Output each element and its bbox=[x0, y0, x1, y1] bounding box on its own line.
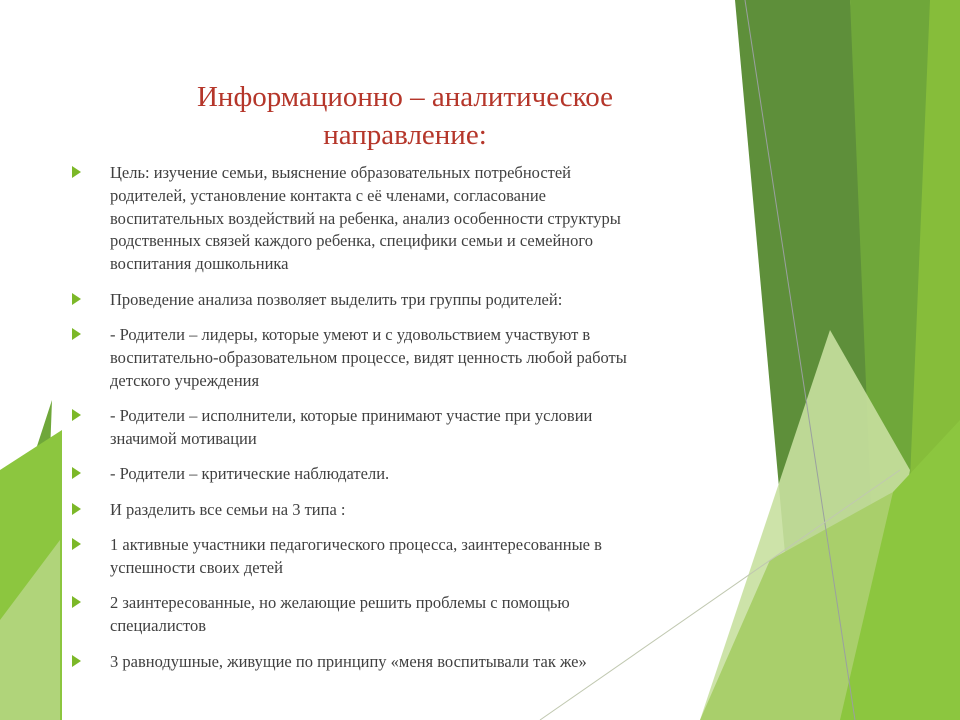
bullet-line: воспитательных воздействий на ребенка, анализ особенности структуры bbox=[110, 208, 621, 228]
slide-title-line-1: Информационно – аналитическое bbox=[196, 81, 613, 113]
bullet-text bbox=[110, 499, 702, 522]
triangle-right-icon bbox=[72, 409, 81, 421]
slide-title-line-2: направление: bbox=[323, 119, 487, 151]
triangle-right-icon bbox=[72, 166, 81, 178]
bullet-line: воспитательно-образовательном процессе, видят ценность любой работы bbox=[110, 347, 627, 367]
triangle-right-icon bbox=[72, 328, 81, 340]
bullet-line: успешности своих детей bbox=[110, 557, 283, 577]
triangle-right-icon bbox=[72, 293, 81, 305]
bullet-line: родителей, установление контакта с её членами, согласование bbox=[110, 185, 546, 205]
bullet-text bbox=[110, 592, 702, 638]
bullet-line: - Родители – лидеры, которые умеют и с удовольствием участвуют в bbox=[110, 325, 591, 344]
bullet-line: 3 равнодушные, живущие по принципу «меня воспитывали так же» bbox=[110, 652, 587, 671]
bullet-line: - Родители – критические наблюдатели. bbox=[110, 464, 390, 483]
bullet-line: 1 активные участники педагогического процесса, заинтересованные в bbox=[110, 535, 602, 554]
bullet-text bbox=[110, 405, 702, 451]
bullet-line: значимой мотивации bbox=[110, 428, 257, 448]
triangle-right-icon bbox=[72, 655, 81, 667]
bullet-text bbox=[110, 534, 702, 580]
slide-title bbox=[160, 78, 650, 154]
bullet-line: родственных связей каждого ребенка, специфики семьи и семейного bbox=[110, 231, 593, 251]
triangle-right-icon bbox=[72, 538, 81, 550]
bullet-line: И разделить все семьи на 3 типа : bbox=[110, 500, 346, 519]
bullet-line: - Родители – исполнители, которые принимают участие при условии bbox=[110, 406, 593, 425]
bullet-text bbox=[110, 651, 702, 674]
bullet-line: детского учреждения bbox=[110, 370, 260, 390]
triangle-right-icon bbox=[72, 503, 81, 515]
triangle-right-icon bbox=[72, 467, 81, 479]
bullet-text bbox=[110, 162, 702, 276]
bullet-line: специалистов bbox=[110, 615, 207, 635]
bullet-line: 2 заинтересованные, но желающие решить проблемы с помощью bbox=[110, 593, 570, 612]
triangle-right-icon bbox=[72, 596, 81, 608]
bullet-line: Цель: изучение семьи, выяснение образовательных потребностей bbox=[110, 163, 572, 182]
bullet-text bbox=[110, 324, 702, 392]
bullet-line: воспитания дошкольника bbox=[110, 254, 289, 274]
bullet-text bbox=[110, 289, 702, 312]
bullet-line: Проведение анализа позволяет выделить три группы родителей: bbox=[110, 290, 563, 309]
bullet-text bbox=[110, 463, 702, 486]
